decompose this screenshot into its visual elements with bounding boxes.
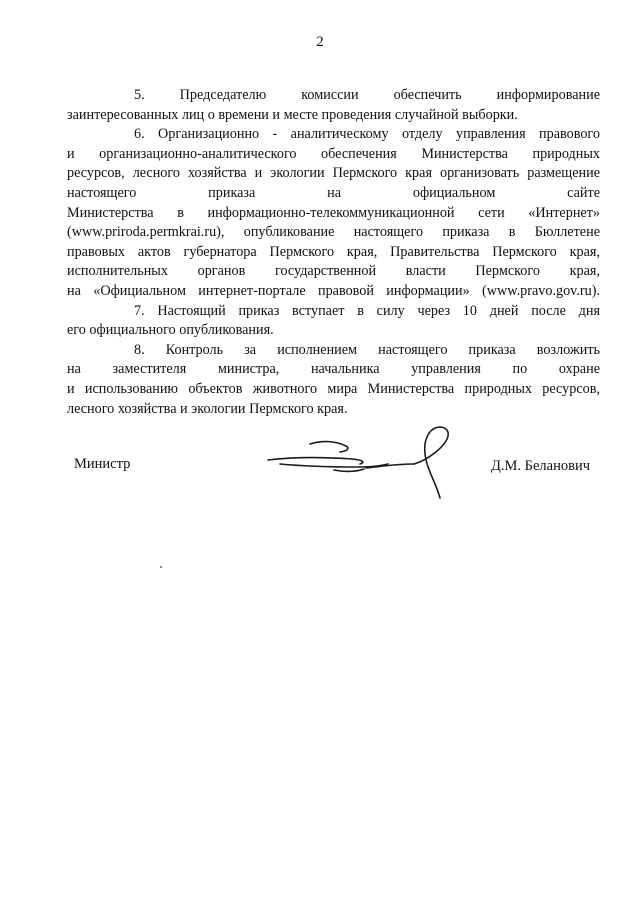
paragraph-8: [67, 341, 600, 419]
paragraph-5: [67, 86, 600, 125]
order-body: [67, 86, 600, 419]
page-number: 2: [316, 34, 324, 50]
text-line: ресурсов, лесного хозяйства и экологии Пермского края организовать размещение: [67, 165, 600, 182]
text-line: и использованию объектов животного мира Министерства природных ресурсов,: [67, 380, 600, 397]
text-line: на «Официальном интернет-портале правовой информации» (www.pravo.gov.ru).: [67, 282, 600, 299]
signatory-title: Министр: [74, 456, 131, 472]
text-line: 6. Организационно - аналитическому отделу управления правового: [134, 126, 600, 143]
signatory-name: Д.М. Беланович: [491, 458, 591, 474]
text-line: его официального опубликования.: [67, 322, 274, 339]
text-line: 5. Председателю комиссии обеспечить информирование: [134, 87, 600, 103]
scan-speck: [160, 566, 162, 568]
paragraph-7: [67, 302, 600, 341]
text-line: и организационно-аналитического обеспечения Министерства природных: [67, 145, 600, 162]
text-line: исполнительных органов государственной власти Пермского края,: [67, 263, 600, 280]
handwritten-signature-icon: [262, 424, 462, 514]
text-line: Министерства в информационно-телекоммуникационной сети «Интернет»: [67, 204, 600, 221]
text-line: настоящего приказа на официальном сайте: [67, 184, 600, 201]
paragraph-6: [67, 125, 600, 301]
text-line: заинтересованных лиц о времени и месте проведения случайной выборки.: [67, 106, 518, 123]
text-line: правовых актов губернатора Пермского края, Правительства Пермского края,: [67, 243, 600, 260]
text-line: (www.priroda.permkrai.ru), опубликование настоящего приказа в Бюллетене: [67, 224, 600, 241]
text-line: 7. Настоящий приказ вступает в силу через 10 дней после дня: [134, 302, 600, 319]
text-line: на заместителя министра, начальника управления по охране: [67, 361, 600, 378]
text-line: 8. Контроль за исполнением настоящего приказа возложить: [134, 341, 600, 358]
text-line: лесного хозяйства и экологии Пермского края.: [67, 400, 348, 417]
